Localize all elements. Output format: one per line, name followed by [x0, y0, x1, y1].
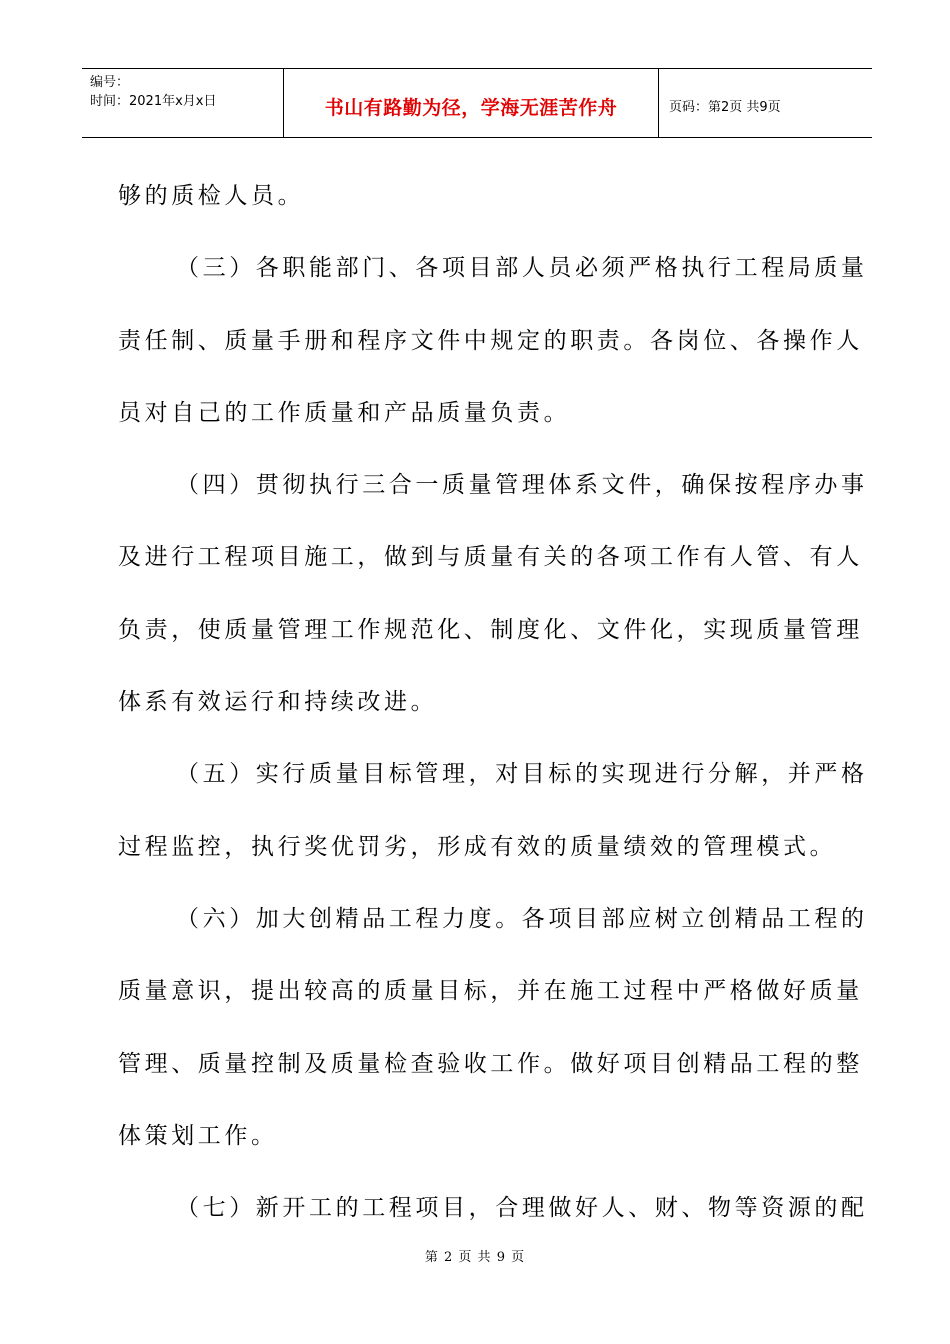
paragraph-line: （五）实行质量目标管理，对目标的实现进行分解，并严格: [176, 761, 868, 788]
header-motto-cell: [284, 69, 659, 137]
header-page-cell: [659, 73, 872, 137]
paragraph-line: 过程监控，执行奖优罚劣，形成有效的质量绩效的管理模式。: [118, 833, 837, 860]
paragraph-line: 管理、质量控制及质量检查验收工作。做好项目创精品工程的整: [118, 1050, 863, 1077]
paragraph-line: 质量意识，提出较高的质量目标，并在施工过程中严格做好质量: [118, 978, 863, 1005]
document-header: [82, 68, 872, 138]
paragraph-line: 责任制、质量手册和程序文件中规定的职责。各岗位、各操作人: [118, 327, 863, 354]
motto: 书山有路勤为径，学海无涯苦作舟: [324, 96, 618, 119]
paragraph-line: 体策划工作。: [118, 1122, 278, 1149]
paragraph-line: 及进行工程项目施工，做到与质量有关的各项工作有人管、有人: [118, 544, 863, 571]
paragraph-line: （四）贯彻执行三合一质量管理体系文件，确保按程序办事: [176, 472, 868, 499]
paragraph-line: 员对自己的工作质量和产品质量负责。: [118, 399, 571, 426]
page-footer: 第 2 页 共 9 页: [424, 1250, 526, 1265]
time-label: 时间：2021年x月x日: [90, 94, 217, 109]
number-label: 编号：: [90, 75, 130, 90]
paragraph-line: 够的质检人员。: [118, 183, 305, 209]
paragraph-line: （六）加大创精品工程力度。各项目部应树立创精品工程的: [176, 905, 868, 932]
header-meta: [82, 69, 284, 137]
paragraph-line: （三）各职能部门、各项目部人员必须严格执行工程局质量: [176, 255, 868, 282]
paragraph-line: 负责，使质量管理工作规范化、制度化、文件化，实现质量管理: [118, 616, 863, 643]
paragraph-line: （七）新开工的工程项目，合理做好人、财、物等资源的配: [176, 1195, 868, 1222]
document-body: [118, 160, 868, 1244]
page-label: 页码：第2页 共9页: [669, 99, 781, 115]
paragraph-line: 体系有效运行和持续改进。: [118, 689, 438, 716]
